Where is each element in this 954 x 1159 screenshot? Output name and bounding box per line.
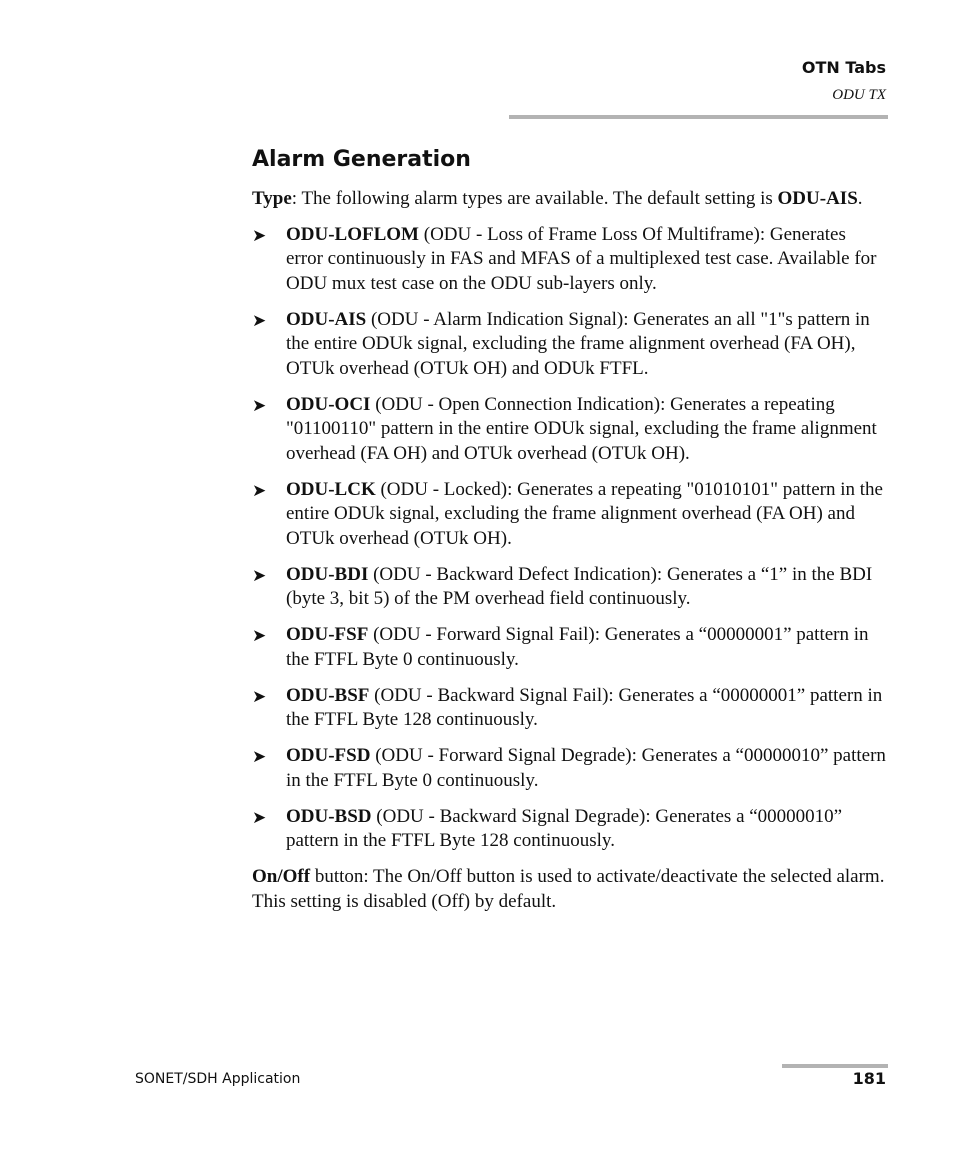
list-item	[252, 623, 887, 672]
alarm-term: ODU-BSD	[286, 805, 372, 827]
onoff-paragraph	[252, 865, 887, 914]
arrow-bullet-icon: ➤	[252, 747, 267, 767]
alarm-description: (ODU - Forward Signal Degrade): Generates a “00000010” pattern in the FTFL Byte 0 continuously.	[286, 745, 886, 791]
arrow-bullet-icon: ➤	[252, 807, 267, 828]
list-item	[252, 308, 887, 382]
list-item	[252, 563, 887, 612]
list-item	[252, 223, 887, 297]
alarm-term: ODU-BDI	[286, 563, 369, 585]
type-text: : The following alarm types are available. The default setting is	[291, 188, 778, 209]
section-heading: Alarm Generation	[252, 147, 471, 172]
header-divider	[509, 115, 888, 119]
alarm-description: (ODU - Loss of Frame Loss Of Multiframe): Generates error continuously in FAS and MFAS of a multiplexed test case. Available for ODU mux test case on the ODU sub-layers only.	[286, 223, 877, 294]
alarm-term: ODU-LOFLOM	[286, 223, 419, 245]
list-item	[252, 744, 887, 793]
arrow-bullet-icon: ➤	[252, 395, 267, 416]
alarm-description: (ODU - Backward Signal Degrade): Generates a “00000010” pattern in the FTFL Byte 128 continuously.	[286, 805, 843, 851]
alarm-description: (ODU - Alarm Indication Signal): Generates an all "1"s pattern in the entire ODUk signal, excluding the frame alignment overhead (FA OH), OTUk overhead (OTUk OH) and ODUk FTFL.	[286, 308, 870, 379]
alarm-term: ODU-FSD	[286, 745, 371, 766]
arrow-bullet-icon: ➤	[252, 686, 267, 707]
list-item	[252, 393, 887, 467]
footer-doc-title: SONET/SDH Application	[135, 1071, 301, 1087]
alarm-description: (ODU - Locked): Generates a repeating "01010101" pattern in the entire ODUk signal, excluding the frame alignment overhead (FA OH) and OTUk overhead (OTUk OH).	[286, 478, 883, 549]
alarm-description: (ODU - Open Connection Indication): Generates a repeating "01100110" pattern in the entire ODUk signal, excluding the frame alignment overhead (FA OH) and OTUk overhead (OTUk OH).	[286, 393, 877, 464]
section-subtitle: ODU TX	[832, 87, 886, 103]
page-number: 181	[852, 1069, 886, 1088]
alarm-list	[252, 223, 887, 854]
list-item	[252, 684, 887, 733]
alarm-description: (ODU - Backward Defect Indication): Generates a “1” in the BDI (byte 3, bit 5) of the PM overhead field continuously.	[286, 563, 873, 609]
onoff-text: button: The On/Off button is used to activate/deactivate the selected alarm. This setting is disabled (Off) by default.	[252, 866, 885, 912]
arrow-bullet-icon: ➤	[252, 310, 267, 331]
type-default: ODU-AIS	[777, 188, 858, 209]
alarm-term: ODU-LCK	[286, 478, 376, 500]
alarm-description: (ODU - Forward Signal Fail): Generates a “00000001” pattern in the FTFL Byte 0 continuously.	[286, 624, 869, 670]
list-item	[252, 805, 887, 854]
page-content	[252, 140, 887, 925]
type-label: Type	[252, 188, 292, 209]
alarm-description: (ODU - Backward Signal Fail): Generates a “00000001” pattern in the FTFL Byte 128 continuously.	[286, 684, 883, 730]
running-header	[802, 56, 886, 106]
alarm-term: ODU-OCI	[286, 393, 371, 415]
alarm-term: ODU-BSF	[286, 684, 370, 706]
arrow-bullet-icon: ➤	[252, 626, 267, 646]
type-end: .	[857, 188, 863, 209]
alarm-term: ODU-AIS	[286, 308, 367, 330]
arrow-bullet-icon: ➤	[252, 225, 267, 246]
alarm-term: ODU-FSF	[286, 624, 369, 645]
arrow-bullet-icon: ➤	[252, 565, 267, 586]
onoff-label: On/Off	[252, 866, 311, 887]
list-item	[252, 478, 887, 552]
type-paragraph	[252, 187, 887, 212]
chapter-title: OTN Tabs	[801, 58, 886, 77]
arrow-bullet-icon: ➤	[252, 480, 267, 501]
